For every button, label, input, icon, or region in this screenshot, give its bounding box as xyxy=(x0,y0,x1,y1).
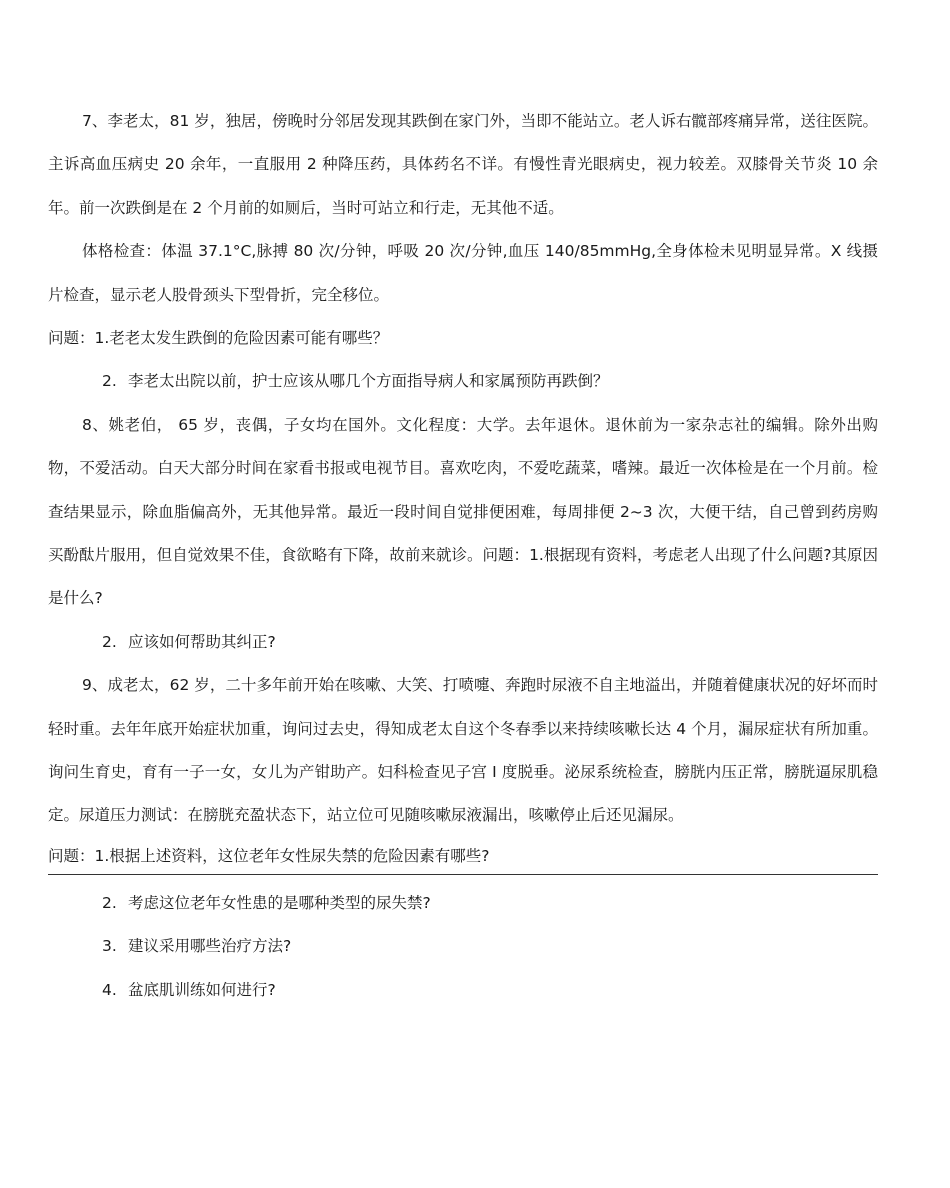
case-7-exam-paragraph: 体格检查：体温 37.1°C,脉搏 80 次/分钟，呼吸 20 次/分钟,血压 140/85mmHg,全身体检未见明显异常。X 线摄片检查，显示老人股骨颈头下型骨折，完全移位。 xyxy=(48,242,878,304)
case-9-question-3 xyxy=(48,925,878,968)
question-text: 李老太出院以前，护士应该从哪几个方面指导病人和家属预防再跌倒？ xyxy=(128,372,609,391)
case-7-question-1: 问题：1.老老太发生跌倒的危险因素可能有哪些？ xyxy=(48,329,389,348)
case-7-paragraph: 7、李老太，81 岁，独居，傍晚时分邻居发现其跌倒在家门外，当即不能站立。老人诉右髋部疼痛异常，送往医院。主诉高血压病史 20 余年，一直服用 2 种降压药，具体药名不详。有慢性青光眼病史，视力较差。双膝骨关节炎 10 余年。前一次跌倒是在 2 个月前的如厕后，当时可站立和行走，无其他不适。 xyxy=(48,112,878,217)
question-number: 4. xyxy=(102,980,117,999)
question-text: 盆底肌训练如何进行? xyxy=(128,980,276,999)
question-number: 3. xyxy=(102,937,117,956)
question-number: 2. xyxy=(102,893,117,912)
case-9-question-2 xyxy=(48,882,878,925)
question-text: 应该如何帮助其纠正? xyxy=(128,632,276,651)
case-9-paragraph: 9、成老太，62 岁，二十多年前开始在咳嗽、大笑、打喷嚏、奔跑时尿液不自主地溢出，并随着健康状况的好坏而时轻时重。去年年底开始症状加重，询问过去史，得知成老太自这个冬春季以来持续咳嗽长达 4 个月，漏尿症状有所加重。询问生育史，育有一子一女，女儿为产钳助产。妇科检查见子宫 I 度脱垂。泌尿系统检查，膀胱内压正常，膀胱逼尿肌稳定。尿道压力测试：在膀胱充盈状态下，站立位可见随咳嗽尿液漏出，咳嗽停止后还见漏尿。 xyxy=(48,676,878,825)
question-number: 2. xyxy=(102,632,117,651)
case-7-question-2 xyxy=(48,360,878,403)
case-8-question-2 xyxy=(48,621,878,664)
question-text: 建议采用哪些治疗方法? xyxy=(128,937,292,956)
case-9-question-4 xyxy=(48,969,878,1012)
question-text: 考虑这位老年女性患的是哪种类型的尿失禁? xyxy=(128,893,431,912)
case-8-paragraph: 8、姚老伯， 65 岁，丧偶，子女均在国外。文化程度：大学。去年退休。退休前为一家杂志社的编辑。除外出购物，不爱活动。白天大部分时间在家看书报或电视节目。喜欢吃肉，不爱吃蔬菜，嗜辣。最近一次体检是在一个月前。检查结果显示，除血脂偏高外，无其他异常。最近一段时间自觉排便困难，每周排便 2~3 次，大便干结，自己曾到药房购买酚酞片服用，但自觉效果不佳，食欲略有下降，故前来就诊。问题：1.根据现有资料，考虑老人出现了什么问题?其原因是什么? xyxy=(48,415,878,608)
case-9-question-1: 问题：1.根据上述资料，这位老年女性尿失禁的危险因素有哪些? xyxy=(48,838,878,875)
document-page xyxy=(48,100,878,1012)
question-number: 2. xyxy=(102,372,117,391)
